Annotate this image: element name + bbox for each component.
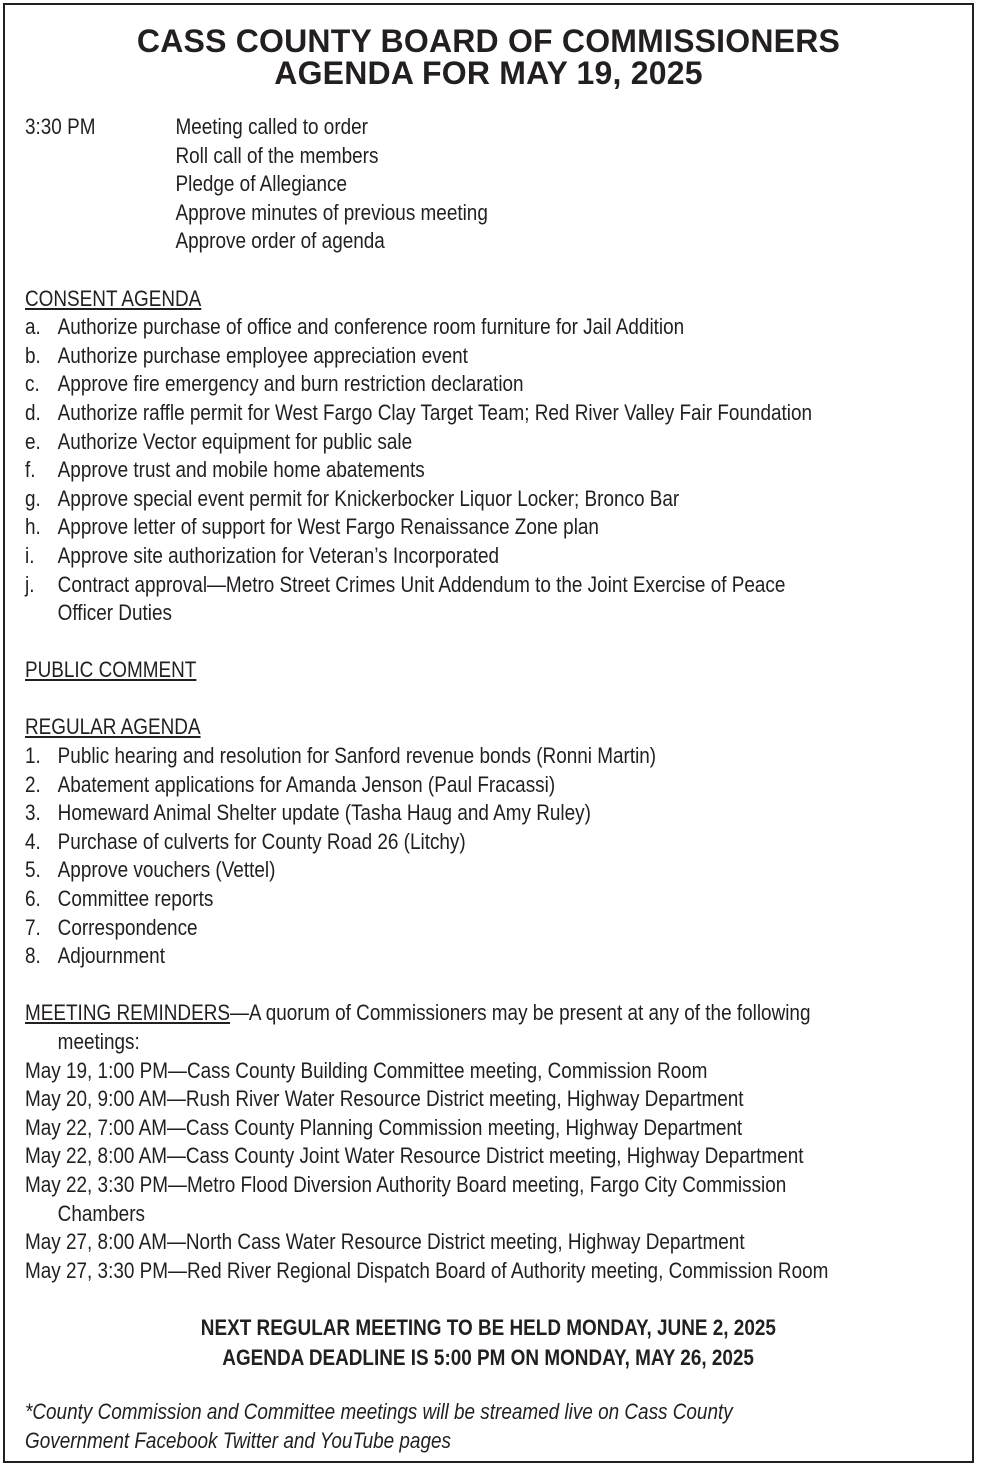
item-marker: f.: [25, 457, 36, 483]
reminders-intro: [25, 999, 971, 1028]
consent-item: [25, 313, 971, 342]
streaming-footnote: [25, 1397, 971, 1455]
consent-item: [25, 370, 971, 399]
footnote-line: Government Facebook Twitter and YouTube pages: [25, 1428, 451, 1453]
item-text: Approve fire emergency and burn restriction declaration: [57, 371, 524, 397]
reminder-item: May 22, 8:00 AM—Cass County Joint Water Resource District meeting, Highway Department: [25, 1143, 804, 1169]
consent-item: [25, 485, 971, 514]
item-text: Authorize Vector equipment for public sale: [57, 428, 413, 454]
opening-item: Pledge of Allegiance: [175, 171, 347, 197]
agenda-notice: [3, 3, 974, 1463]
item-text: Abatement applications for Amanda Jenson (Paul Fracassi): [57, 771, 556, 797]
regular-agenda-heading: REGULAR AGENDA: [25, 714, 201, 740]
agenda-deadline-line: AGENDA DEADLINE IS 5:00 PM ON MONDAY, MAY 26, 2025: [222, 1345, 755, 1370]
item-marker: c.: [25, 371, 40, 397]
consent-item: [25, 428, 971, 457]
reminder-item: May 20, 9:00 AM—Rush River Water Resource District meeting, Highway Department: [25, 1086, 744, 1112]
notice-title: CASS COUNTY BOARD OF COMMISSIONERS: [136, 23, 841, 59]
item-marker: 6.: [25, 886, 41, 912]
item-text: Purchase of culverts for County Road 26 (Litchy): [57, 828, 466, 854]
item-marker: a.: [25, 314, 41, 340]
item-text: Approve site authorization for Veteran’s Incorporated: [57, 542, 500, 568]
item-text: Contract approval—Metro Street Crimes Unit Addendum to the Joint Exercise of Peace: [57, 571, 786, 597]
regular-item: [25, 799, 971, 828]
regular-item: [25, 856, 971, 885]
agenda-body: [25, 113, 971, 1285]
agenda-deadline-notice: [5, 1343, 972, 1373]
reminder-item: May 27, 8:00 AM—North Cass Water Resource District meeting, Highway Department: [25, 1229, 745, 1255]
footnote-line: *County Commission and Committee meetings will be streamed live on Cass County: [25, 1399, 733, 1424]
item-marker: d.: [25, 399, 41, 425]
reminders-intro-continuation: meetings:: [57, 1029, 140, 1054]
item-marker: 4.: [25, 828, 41, 854]
meeting-time: 3:30 PM: [25, 114, 96, 139]
item-text: Authorize purchase of office and conference room furniture for Jail Addition: [57, 314, 685, 340]
regular-item: [25, 771, 971, 800]
item-text: Homeward Animal Shelter update (Tasha Haug and Amy Ruley): [57, 800, 591, 826]
item-marker: 3.: [25, 800, 41, 826]
item-marker: 8.: [25, 943, 41, 969]
notice-subtitle: AGENDA FOR MAY 19, 2025: [274, 55, 703, 91]
public-comment-heading: PUBLIC COMMENT: [25, 657, 197, 683]
next-meeting-notice: [5, 1313, 972, 1343]
opening-item: Approve order of agenda: [175, 228, 385, 254]
item-text: Approve special event permit for Knickerbocker Liquor Locker; Bronco Bar: [57, 485, 680, 511]
item-text: Correspondence: [57, 914, 198, 940]
opening-item: Meeting called to order: [175, 114, 368, 139]
next-meeting-line: NEXT REGULAR MEETING TO BE HELD MONDAY, JUNE 2, 2025: [200, 1315, 777, 1340]
consent-item: [25, 456, 971, 485]
item-marker: j.: [25, 571, 35, 597]
item-text: Authorize purchase employee appreciation event: [57, 342, 468, 368]
consent-item: [25, 542, 971, 571]
item-text: Approve letter of support for West Fargo Renaissance Zone plan: [57, 514, 599, 540]
item-text: Approve vouchers (Vettel): [57, 857, 276, 883]
reminder-item: May 19, 1:00 PM—Cass County Building Committee meeting, Commission Room: [25, 1057, 708, 1083]
regular-item: [25, 914, 971, 943]
opening-item: Approve minutes of previous meeting: [175, 199, 488, 225]
regular-item: [25, 942, 971, 971]
item-marker: g.: [25, 485, 41, 511]
consent-item: [25, 571, 971, 600]
reminder-item: May 22, 7:00 AM—Cass County Planning Commission meeting, Highway Department: [25, 1114, 743, 1140]
meeting-reminders-heading: MEETING REMINDERS: [25, 1000, 230, 1026]
item-marker: 1.: [25, 743, 41, 769]
item-text: Authorize raffle permit for West Fargo Clay Target Team; Red River Valley Fair Foundation: [57, 399, 813, 425]
regular-item: [25, 828, 971, 857]
reminder-item: May 27, 3:30 PM—Red River Regional Dispatch Board of Authority meeting, Commission Room: [25, 1257, 829, 1283]
consent-item: [25, 513, 971, 542]
opening-item: Roll call of the members: [175, 142, 379, 168]
reminder-item-continuation: Chambers: [57, 1200, 145, 1226]
item-marker: e.: [25, 428, 41, 454]
consent-item-continuation: Officer Duties: [57, 600, 172, 626]
item-marker: 2.: [25, 771, 41, 797]
consent-item: [25, 342, 971, 371]
item-text: Public hearing and resolution for Sanford revenue bonds (Ronni Martin): [57, 743, 657, 769]
consent-agenda-heading: CONSENT AGENDA: [25, 285, 202, 311]
item-marker: 5.: [25, 857, 41, 883]
item-text: Committee reports: [57, 886, 214, 912]
item-text: Approve trust and mobile home abatements: [57, 457, 425, 483]
item-marker: b.: [25, 342, 41, 368]
item-marker: 7.: [25, 914, 41, 940]
item-text: Adjournment: [57, 943, 165, 969]
reminders-intro-text: —A quorum of Commissioners may be present at any of the following: [229, 1000, 811, 1026]
opening-block: [25, 113, 971, 256]
item-marker: h.: [25, 514, 41, 540]
regular-item: [25, 885, 971, 914]
consent-item: [25, 399, 971, 428]
regular-item: [25, 742, 971, 771]
reminder-item: May 22, 3:30 PM—Metro Flood Diversion Authority Board meeting, Fargo City Commission: [25, 1171, 787, 1197]
item-marker: i.: [25, 542, 35, 568]
